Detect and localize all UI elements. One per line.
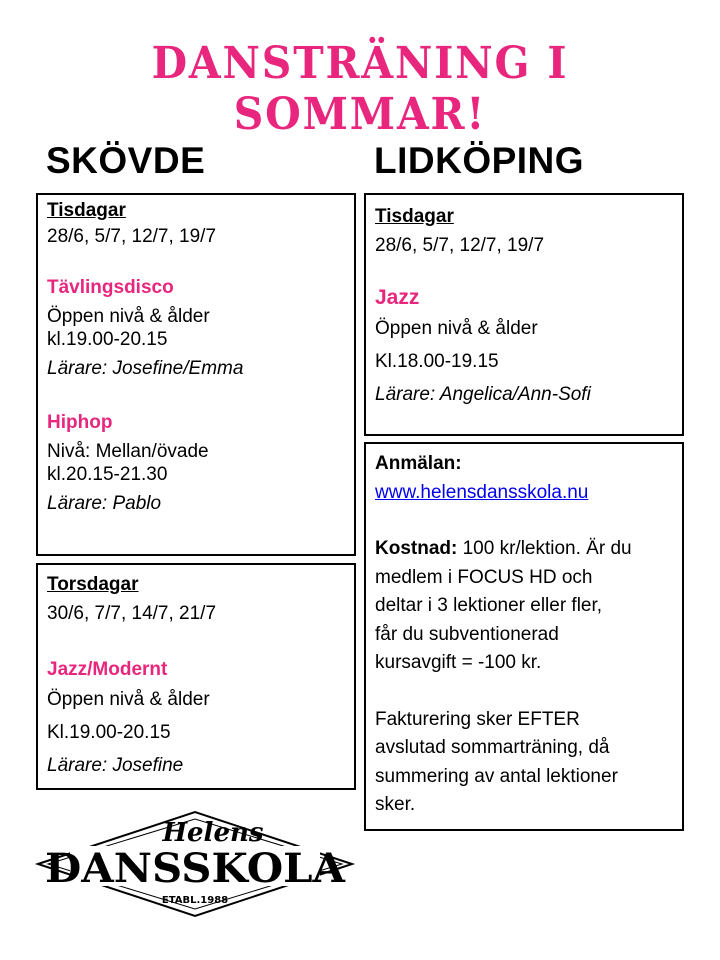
class-teacher: Lärare: Angelica/Ann-Sofi	[375, 384, 591, 405]
cost-text: 100 kr/lektion. Är du	[457, 538, 632, 559]
cost-label: Kostnad:	[375, 538, 458, 559]
logo-script-text: Helens	[162, 818, 264, 848]
cost-line	[375, 535, 674, 564]
class-time: kl.20.15-21.30	[47, 464, 168, 485]
day-heading: Torsdagar	[47, 574, 139, 595]
dates: 30/6, 7/7, 14/7, 21/7	[47, 603, 217, 624]
billing-text: avslutad sommarträning, då	[375, 737, 610, 758]
class-level: Öppen nivå & ålder	[47, 689, 210, 710]
class-level: Öppen nivå & ålder	[375, 318, 538, 339]
class-teacher: Lärare: Pablo	[47, 493, 162, 514]
day-heading: Tisdagar	[47, 200, 126, 221]
day-heading: Tisdagar	[375, 206, 454, 227]
logo-main-text: DANSSKOLA	[45, 845, 347, 892]
class-level: Öppen nivå & ålder	[47, 306, 210, 327]
class-teacher: Lärare: Josefine/Emma	[47, 358, 244, 379]
class-time: Kl.18.00-19.15	[375, 351, 499, 372]
signup-label: Anmälan:	[375, 453, 462, 474]
class-name: Jazz	[375, 286, 420, 309]
cost-text: medlem i FOCUS HD och	[375, 566, 593, 588]
dates: 28/6, 5/7, 12/7, 19/7	[375, 235, 545, 256]
class-name: Hiphop	[47, 412, 113, 433]
dates: 28/6, 5/7, 12/7, 19/7	[47, 226, 217, 247]
page-title: DANSTRÄNING I SOMMAR!	[151, 38, 569, 140]
skovde-thursday-box	[36, 563, 356, 790]
lidkoping-info-box	[364, 442, 684, 831]
logo-sub-text: ETABL.1988	[161, 895, 229, 906]
helens-dansskola-logo	[30, 808, 360, 923]
billing-text: sker.	[375, 794, 416, 815]
class-time: kl.19.00-20.15	[47, 329, 168, 350]
lidkoping-heading: LIDKÖPING	[374, 140, 585, 181]
billing-text: summering av antal lektioner	[375, 765, 618, 787]
cost-text: kursavgift = -100 kr.	[375, 652, 542, 673]
lidkoping-tuesday-box	[364, 193, 684, 436]
class-name: Jazz/Modernt	[47, 659, 168, 680]
skovde-heading: SKÖVDE	[46, 140, 206, 181]
cost-text: deltar i 3 lektioner eller fler,	[375, 595, 603, 616]
cost-text: får du subventionerad	[375, 623, 559, 645]
skovde-tuesday-box	[36, 193, 356, 556]
class-teacher: Lärare: Josefine	[47, 755, 184, 776]
class-level: Nivå: Mellan/övade	[47, 441, 209, 462]
class-time: Kl.19.00-20.15	[47, 722, 171, 743]
class-name: Tävlingsdisco	[47, 277, 174, 298]
website-link[interactable]: www.helensdansskola.nu	[375, 481, 589, 503]
billing-text: Fakturering sker EFTER	[375, 708, 580, 730]
